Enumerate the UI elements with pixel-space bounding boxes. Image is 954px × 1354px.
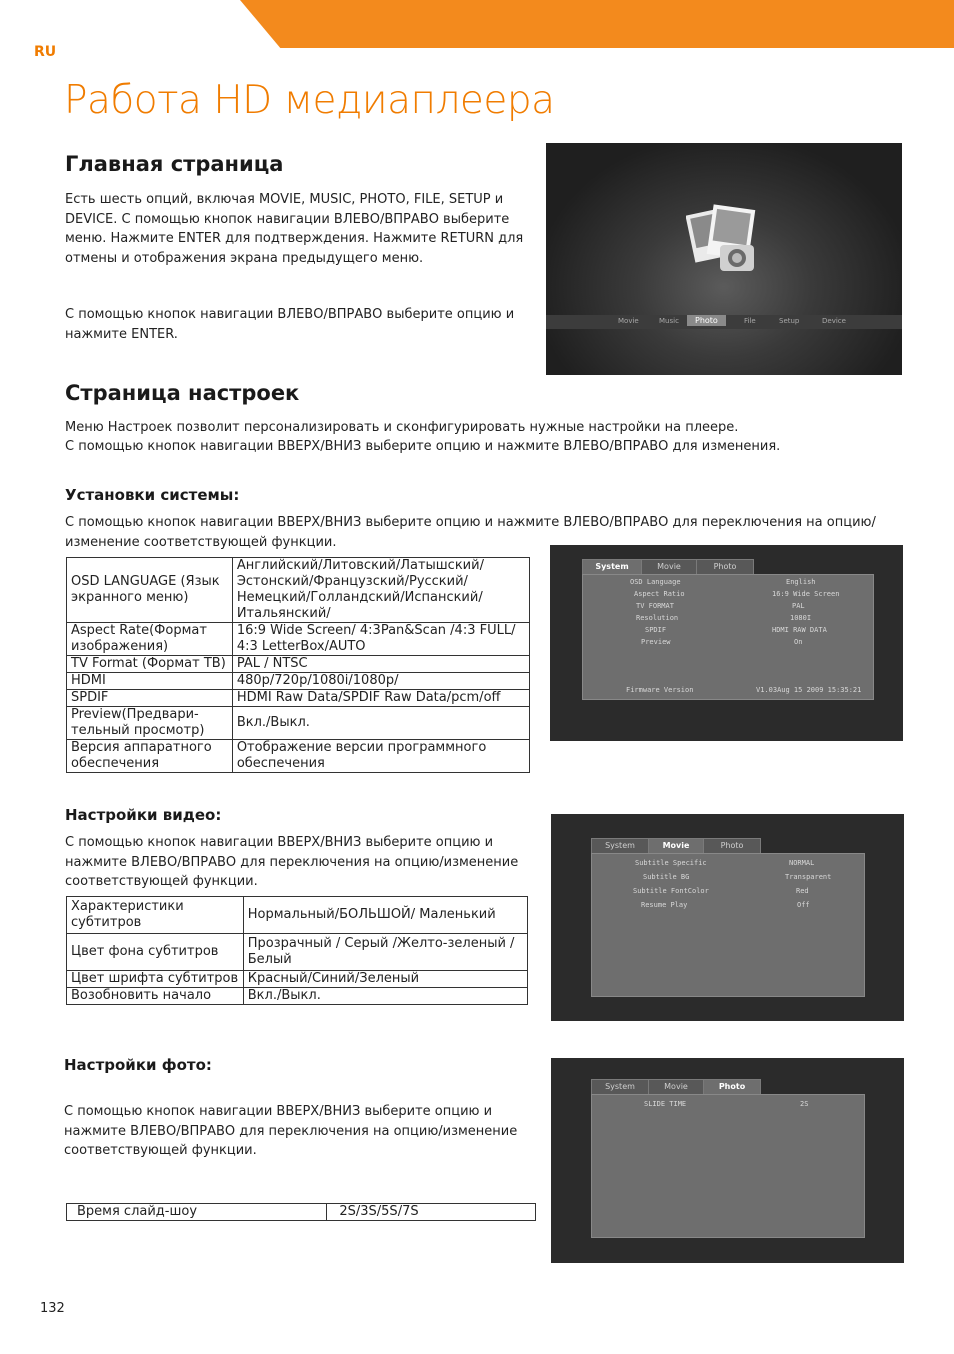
table-cell: 16:9 Wide Screen/ 4:3Pan&Scan /4:3 FULL/ 4:3 LetterBox/AUTO: [232, 623, 529, 656]
tab-movie: Movie: [648, 838, 704, 854]
setting-value: Red: [796, 887, 809, 895]
table-cell: SPDIF: [67, 690, 233, 707]
table-cell: HDMI Raw Data/SPDIF Raw Data/pcm/off: [232, 690, 529, 707]
table-row: [67, 558, 530, 623]
setting-label: SPDIF: [645, 626, 667, 634]
table-cell: Aspect Rate(Формат изображения): [67, 623, 233, 656]
table-row: [67, 971, 528, 988]
photo-settings-table: [66, 1203, 536, 1221]
tab-photo: Photo: [703, 838, 761, 854]
setting-value: 2S: [800, 1100, 809, 1108]
setting-label: OSD Language: [630, 578, 681, 586]
setting-value: Transparent: [785, 873, 832, 881]
table-cell: Нормальный/БОЛЬШОЙ/ Маленький: [243, 897, 527, 934]
setting-value: HDMI RAW DATA: [772, 626, 827, 634]
table-row: [67, 934, 528, 971]
menu-item-photo: Photo: [687, 315, 726, 326]
setting-label: TV FORMAT: [636, 602, 674, 610]
settings-heading: Страница настроек: [65, 381, 300, 405]
setting-value: 16:9 Wide Screen: [772, 590, 840, 598]
table-cell: OSD LANGUAGE (Язык экранного меню): [67, 558, 233, 623]
system-heading: Установки системы:: [65, 486, 240, 504]
home-paragraph-2: С помощью кнопок навигации ВЛЕВО/ВПРАВО выберите опцию и нажмите ENTER.: [65, 307, 515, 342]
video-settings-screen: [551, 814, 904, 1021]
tab-movie: Movie: [648, 1079, 704, 1095]
setting-value: Off: [797, 901, 810, 909]
system-settings-table: [66, 557, 530, 773]
table-cell: HDMI: [67, 673, 233, 690]
table-cell: Версия аппаратного обеспечения: [67, 740, 233, 773]
home-paragraph-1: Есть шесть опций, включая MOVIE, MUSIC, PHOTO, FILE, SETUP и DEVICE. С помощью кнопок навигации ВЛЕВО/ВПРАВО выберите меню. Нажмите ENTER для подтверждения. Нажмите RETURN для отмены и отображения экрана предыдущего меню.: [65, 192, 524, 266]
tab-photo: Photo: [703, 1079, 761, 1095]
table-cell: PAL / NTSC: [232, 656, 529, 673]
menu-item-music: Music: [659, 317, 679, 325]
photo-icon: [686, 203, 766, 278]
table-row: [67, 707, 530, 740]
photo-description: С помощью кнопок навигации ВВЕРХ/ВНИЗ выберите опцию и нажмите ВЛЕВО/ВПРАВО для переключения на опцию/изменение соответствующей функции.: [64, 1104, 518, 1158]
video-description: С помощью кнопок навигации ВВЕРХ/ВНИЗ выберите опцию и нажмите ВЛЕВО/ВПРАВО для переключения на опцию/изменение соответствующей функции.: [65, 835, 519, 889]
setting-value: English: [786, 578, 816, 586]
menu-item-file: File: [744, 317, 756, 325]
table-cell: Характеристики субтитров: [67, 897, 244, 934]
settings-panel: [591, 1094, 865, 1238]
table-row: [67, 988, 528, 1005]
table-cell: 2S/3S/5S/7S: [327, 1204, 536, 1221]
menu-item-setup: Setup: [779, 317, 800, 325]
tab-system: System: [582, 559, 642, 575]
language-label: RU: [34, 44, 57, 60]
page-number: 132: [40, 1301, 65, 1316]
setting-label: Aspect Ratio: [634, 590, 685, 598]
setting-value: PAL: [792, 602, 805, 610]
setting-label: Subtitle FontColor: [633, 887, 709, 895]
page-title: Работа HD медиаплеера: [64, 78, 555, 123]
table-row: [67, 690, 530, 707]
setting-label: SLIDE TIME: [644, 1100, 687, 1108]
setting-label: Resume Play: [641, 901, 688, 909]
tab-photo: Photo: [696, 559, 754, 575]
table-cell: Прозрачный / Серый /Желто-зеленый /Белый: [243, 934, 527, 971]
table-row: [67, 673, 530, 690]
photo-heading: Настройки фото:: [64, 1056, 212, 1074]
table-cell: Цвет шрифта субтитров: [67, 971, 244, 988]
menu-item-movie: Movie: [618, 317, 639, 325]
table-row: [67, 656, 530, 673]
firmware-label: Firmware Version: [626, 686, 694, 694]
setting-label: Subtitle Specific: [635, 859, 707, 867]
table-row: [67, 1204, 536, 1221]
setting-value: On: [794, 638, 803, 646]
table-cell: Preview(Предвари-тельный просмотр): [67, 707, 233, 740]
table-cell: Вкл./Выкл.: [232, 707, 529, 740]
table-row: [67, 740, 530, 773]
menu-item-device: Device: [822, 317, 846, 325]
tab-system: System: [591, 1079, 649, 1095]
table-row: [67, 623, 530, 656]
table-cell: 480p/720p/1080i/1080p/: [232, 673, 529, 690]
table-cell: Английский/Литовский/Латышский/ Эстонский/Французский/Русский/ Немецкий/Голландский/Испанский/ Итальянский/: [232, 558, 529, 623]
table-cell: Цвет фона субтитров: [67, 934, 244, 971]
tab-system: System: [591, 838, 649, 854]
firmware-value: V1.03Aug 15 2009 15:35:21: [756, 686, 862, 694]
photo-settings-screen: [551, 1058, 904, 1263]
tab-movie: Movie: [641, 559, 697, 575]
table-cell: Возобновить начало: [67, 988, 244, 1005]
setting-label: Subtitle BG: [643, 873, 690, 881]
system-settings-screen: [550, 545, 903, 741]
setting-value: NORMAL: [789, 859, 815, 867]
orange-header-banner: [240, 0, 954, 48]
setting-label: Preview: [641, 638, 671, 646]
setting-value: 1080I: [790, 614, 812, 622]
table-cell: Время слайд-шоу: [67, 1204, 327, 1221]
home-screen-image: [546, 143, 902, 375]
video-settings-table: [66, 896, 528, 1005]
home-heading: Главная страница: [65, 152, 284, 176]
table-cell: Отображение версии программного обеспечения: [232, 740, 529, 773]
settings-intro-1: Меню Настроек позволит персонализировать и сконфигурировать нужные настройки на плеере.: [65, 420, 739, 435]
setting-label: Resolution: [636, 614, 679, 622]
video-heading: Настройки видео:: [65, 806, 222, 824]
table-cell: TV Format (Формат ТВ): [67, 656, 233, 673]
table-row: [67, 897, 528, 934]
settings-intro-2: С помощью кнопок навигации ВВЕРХ/ВНИЗ выберите опцию и нажмите ВЛЕВО/ВПРАВО для изменения.: [65, 439, 781, 454]
table-cell: Вкл./Выкл.: [243, 988, 527, 1005]
table-cell: Красный/Синий/Зеленый: [243, 971, 527, 988]
system-description: С помощью кнопок навигации ВВЕРХ/ВНИЗ выберите опцию и нажмите ВЛЕВО/ВПРАВО для переключения на опцию/ изменение соответствующей функции.: [65, 515, 876, 550]
